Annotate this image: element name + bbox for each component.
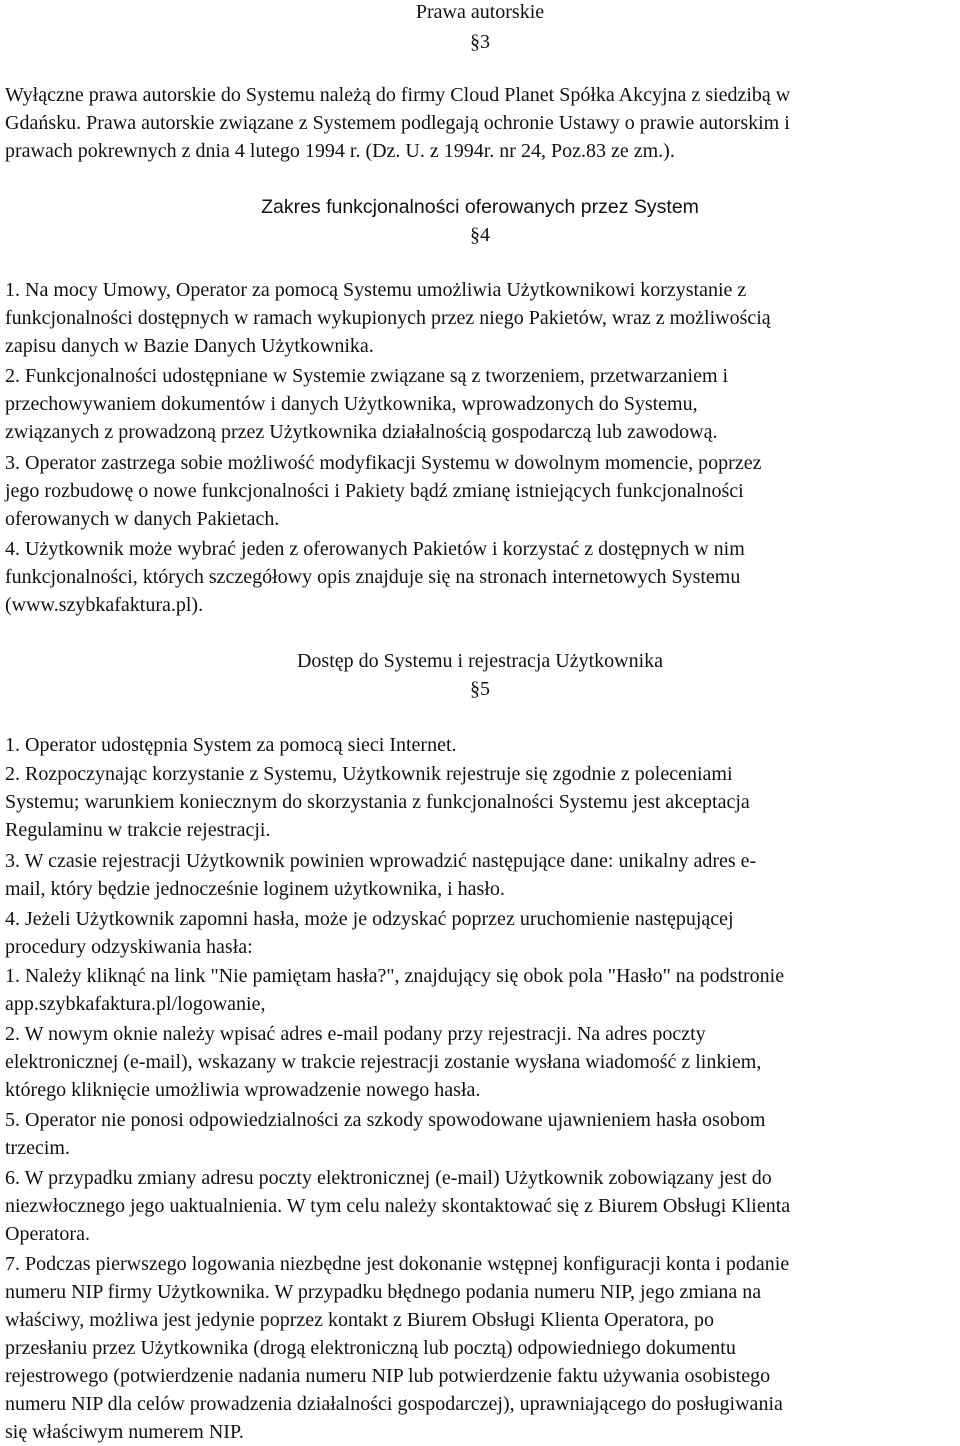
text-line: 3. Operator zastrzega sobie możliwość modyfikacji Systemu w dowolnym momencie, poprzez [5,452,762,474]
section-heading: Zakres funkcjonalności oferowanych przez System [261,196,699,218]
text-line: Regulaminu w trakcie rejestracji. [5,819,271,841]
text-line: trzecim. [5,1137,70,1159]
text-line: przechowywaniem dokumentów i danych Użytkownika, wprowadzonych do Systemu, [5,393,698,415]
text-line: którego kliknięcie umożliwia wprowadzenie nowego hasła. [5,1079,481,1101]
text-line: elektronicznej (e-mail), wskazany w trakcie rejestracji zostanie wysłana wiadomość z linkiem, [5,1051,762,1073]
text-line: 1. Należy kliknąć na link "Nie pamiętam hasła?", znajdujący się obok pola "Hasło" na podstronie [5,965,785,987]
section-number: §3 [470,31,490,53]
text-line: oferowanych w danych Pakietach. [5,508,280,530]
text-line: procedury odzyskiwania hasła: [5,936,253,958]
text-line: (www.szybkafaktura.pl). [5,594,204,616]
text-line: Systemu; warunkiem koniecznym do skorzystania z funkcjonalności Systemu jest akceptacja [5,791,750,813]
text-line: funkcjonalności dostępnych w ramach wykupionych przez niego Pakietów, wraz z możliwością [5,307,771,329]
text-line: zapisu danych w Bazie Danych Użytkownika. [5,335,374,357]
text-line: funkcjonalności, których szczegółowy opis znajduje się na stronach internetowych Systemu [5,566,741,588]
section-number: §4 [470,224,490,246]
text-line: 4. Jeżeli Użytkownik zapomni hasła, może je odzyskać poprzez uruchomienie następującej [5,908,734,930]
text-line: 6. W przypadku zmiany adresu poczty elektronicznej (e-mail) Użytkownik zobowiązany jest do [5,1167,772,1189]
text-line: 1. Operator udostępnia System za pomocą sieci Internet. [5,734,457,756]
text-line: 5. Operator nie ponosi odpowiedzialności za szkody spowodowane ujawnieniem hasła osobom [5,1109,766,1131]
text-line: Gdańsku. Prawa autorskie związane z Systemem podlegają ochronie Ustawy o prawie autorskim i [5,112,790,134]
text-line: 2. Funkcjonalności udostępniane w Systemie związane są z tworzeniem, przetwarzaniem i [5,365,729,387]
text-line: przesłaniu przez Użytkownika (drogą elektroniczną lub pocztą) odpowiedniego dokumentu [5,1337,736,1359]
text-line: Operatora. [5,1223,90,1245]
text-line: Wyłączne prawa autorskie do Systemu należą do firmy Cloud Planet Spółka Akcyjna z siedzibą w [5,84,791,106]
text-line: 2. Rozpoczynając korzystanie z Systemu, Użytkownik rejestruje się zgodnie z poleceniami [5,763,733,785]
text-line: 7. Podczas pierwszego logowania niezbędne jest dokonanie wstępnej konfiguracji konta i podanie [5,1253,790,1275]
text-line: app.szybkafaktura.pl/logowanie, [5,993,266,1015]
text-line: 1. Na mocy Umowy, Operator za pomocą Systemu umożliwia Użytkownikowi korzystanie z [5,279,747,301]
text-line: związanych z prowadzoną przez Użytkownika działalnością gospodarczą lub zawodową. [5,421,718,443]
text-line: numeru NIP firmy Użytkownika. W przypadku błędnego podania numeru NIP, jego zmiana na [5,1281,762,1303]
text-line: rejestrowego (potwierdzenie nadania numeru NIP lub potwierdzenie faktu używania osobistego [5,1365,771,1387]
text-line: się właściwym numerem NIP. [5,1421,244,1443]
text-line: 4. Użytkownik może wybrać jeden z oferowanych Pakietów i korzystać z dostępnych w nim [5,538,745,560]
text-line: jego rozbudowę o nowe funkcjonalności i Pakiety bądź zmianę istniejących funkcjonalności [5,480,744,502]
text-line: prawach pokrewnych z dnia 4 lutego 1994 r. (Dz. U. z 1994r. nr 24, Poz.83 ze zm.). [5,140,675,162]
text-line: niezwłocznego jego uaktualnienia. W tym celu należy skontaktować się z Biurem Obsługi Klienta [5,1195,791,1217]
text-line: 2. W nowym oknie należy wpisać adres e-mail podany przy rejestracji. Na adres poczty [5,1023,706,1045]
text-line: 3. W czasie rejestracji Użytkownik powinien wprowadzić następujące dane: unikalny adres e- [5,850,757,872]
text-line: właściwy, możliwa jest jedynie poprzez kontakt z Biurem Obsługi Klienta Operatora, po [5,1309,715,1331]
section-number: §5 [470,678,490,700]
text-line: numeru NIP dla celów prowadzenia działalności gospodarczej), uprawniającego do posługiwania [5,1393,783,1415]
section-heading: Dostęp do Systemu i rejestracja Użytkownika [296,650,664,672]
section-heading: Prawa autorskie [415,1,545,23]
text-line: mail, który będzie jednocześnie loginem użytkownika, i hasło. [5,878,505,900]
